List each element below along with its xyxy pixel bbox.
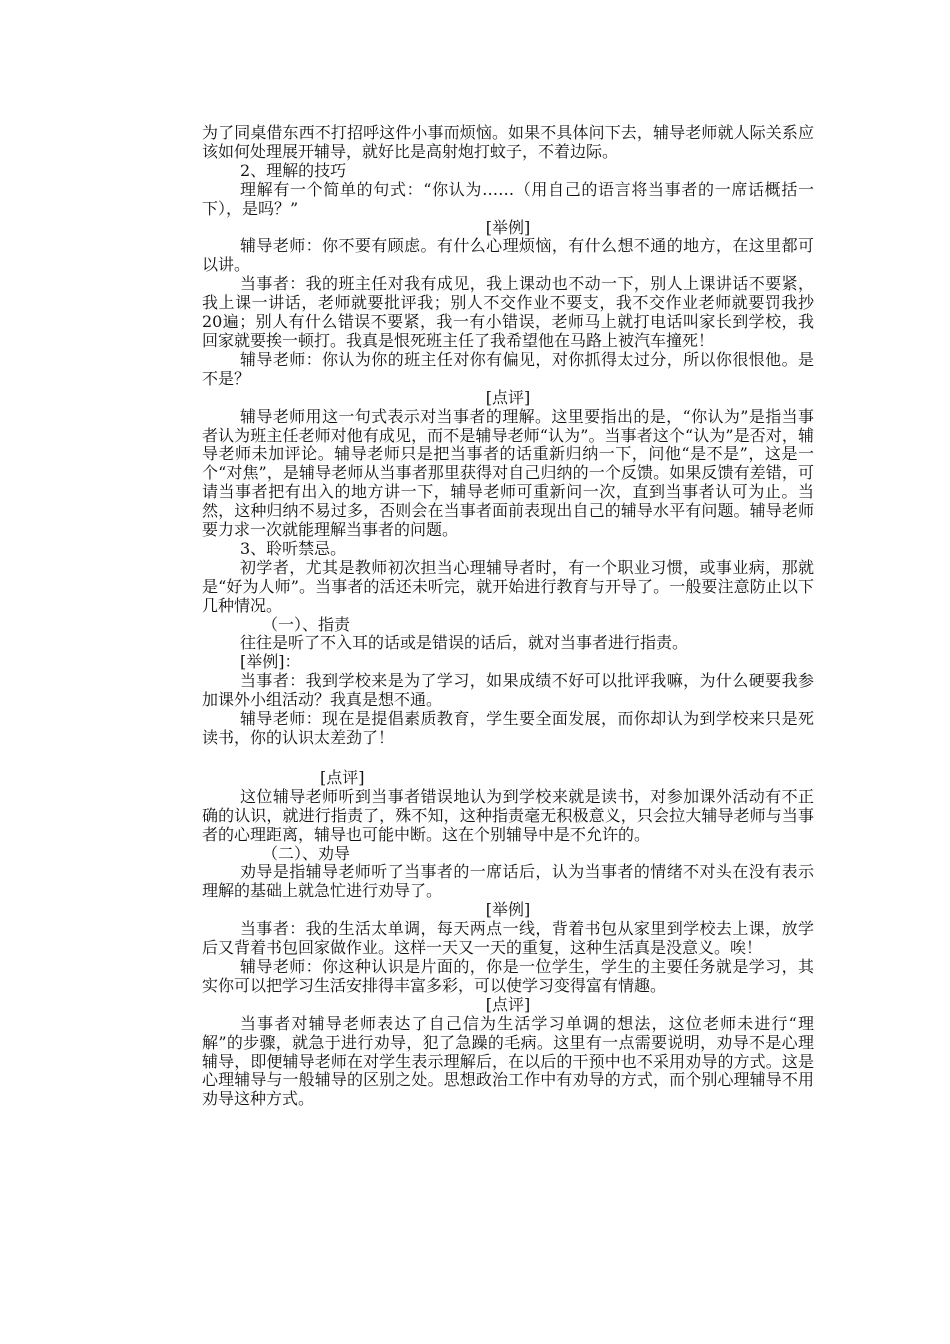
subsection-heading: （一）、指责 <box>262 614 351 634</box>
comment-label: [点评] <box>320 767 365 787</box>
paragraph: 理解有一个简单的句式：“你认为……（用自己的语言将当事者的一席话概括一下），是吗？” <box>202 179 814 218</box>
paragraph: 当事者对辅导老师表达了自己信为生活学习单调的想法，这位老师未进行“理解”的步骤，就急于进行劝导，犯了急躁的毛病。这里有一点需要说明，劝导不是心理辅导，即便辅导老师在对学生表示理解后，在以后的干预中也不采用劝导的方式。这是心理辅导与一般辅导的区别之处。思想政治工作中有劝导的方式，而个别心理辅导不用劝导这种方式。 <box>202 1013 814 1109</box>
dialogue-line: 当事者：我到学校来是为了学习，如果成绩不好可以批评我嘛，为什么硬要我参加课外小组活动？我真是想不通。 <box>202 671 814 710</box>
paragraph: 初学者，尤其是教师初次担当心理辅导者时，有一个职业习惯，或事业病，那就是“好为人师”。当事者的活还未听完，就开始进行教育与开导了。一般要注意防止以下几种情况。 <box>202 557 814 615</box>
comment-label: [点评] <box>485 994 531 1014</box>
example-label: [举例]： <box>240 652 301 672</box>
paragraph: 往往是听了不入耳的话或是错误的话后，就对当事者进行指责。 <box>240 633 689 653</box>
dialogue-line: 辅导老师：你不要有顾虑。有什么心理烦恼，有什么想不通的地方，在这里都可以讲。 <box>202 236 814 275</box>
blank-line <box>202 748 814 769</box>
paragraph: 为了同桌借东西不打招呼这件小事而烦恼。如果不具体问下去，辅导老师就人际关系应该如何处理展开辅导，就好比是高射炮打蚊子，不着边际。 <box>202 123 814 161</box>
dialogue-line: 当事者：我的生活太单调，每天两点一线，背着书包从家里到学校去上课，放学后又背着书包回家做作业。这样一天又一天的重复，这种生活真是没意义。唉！ <box>202 919 814 958</box>
example-label: [举例] <box>485 900 531 920</box>
section-heading: 3、聆听禁忌。 <box>240 538 347 558</box>
paragraph: 这位辅导老师听到当事者错误地认为到学校来就是读书，对参加课外活动有不正确的认识，就进行指责了，殊不知，这种指责毫无积极意义，只会拉大辅导老师与当事者的心理距离，辅导也可能中断。这在个别辅导中是不允许的。 <box>202 786 814 844</box>
dialogue-line: 辅导老师：你认为你的班主任对你有偏见，对你抓得太过分，所以你很恨他。是不是？ <box>202 349 814 388</box>
dialogue-line: 当事者：我的班主任对我有成见，我上课动也不动一下，别人上课讲话不要紧，我上课一讲话，老师就要批评我；别人不交作业不要支，我不交作业老师就要罚我抄20遍；别人有什么错误不要紧，我一有小错误，老师马上就打电话叫家长到学校，我回家就要挨一顿打。我真是恨死班主任了我希望他在马路上被汽车撞死！ <box>202 274 814 350</box>
comment-label: [点评] <box>485 387 531 407</box>
subsection-heading: （二）、劝导 <box>262 843 351 863</box>
example-label: [举例] <box>485 217 531 237</box>
section-heading: 2、理解的技巧 <box>240 160 347 180</box>
document-body <box>202 124 814 1109</box>
dialogue-line: 辅导老师：现在是提倡素质教育，学生要全面发展，而你却认为到学校来只是死读书，你的认识太差劲了！ <box>202 709 814 747</box>
paragraph: 劝导是指辅导老师听了当事者的一席话后，认为当事者的情绪不对头在没有表示理解的基础上就急忙进行劝导了。 <box>202 862 814 901</box>
paragraph: 辅导老师用这一句式表示对当事者的理解。这里要指出的是，“你认为”是指当事者认为班主任老师对他有成见，而不是辅导老师“认为”。当事者这个“认为”是否对，辅导老师未加评论。辅导老师只是把当事者的话重新归纳一下，问他“是不是”，这是一个“对焦”，是辅导老师从当事者那里获得对自己归纳的一个反馈。如果反馈有差错，可请当事者把有出入的地方讲一下，辅导老师可重新问一次，直到当事者认可为止。当然，这种归纳不易过多，否则会在当事者面前表现出自己的辅导水平有问题。辅导老师要力求一次就能理解当事者的问题。 <box>202 406 814 540</box>
dialogue-line: 辅导老师：你这种认识是片面的，你是一位学生，学生的主要任务就是学习，其实你可以把学习生活安排得丰富多彩，可以使学习变得富有情趣。 <box>202 956 814 995</box>
